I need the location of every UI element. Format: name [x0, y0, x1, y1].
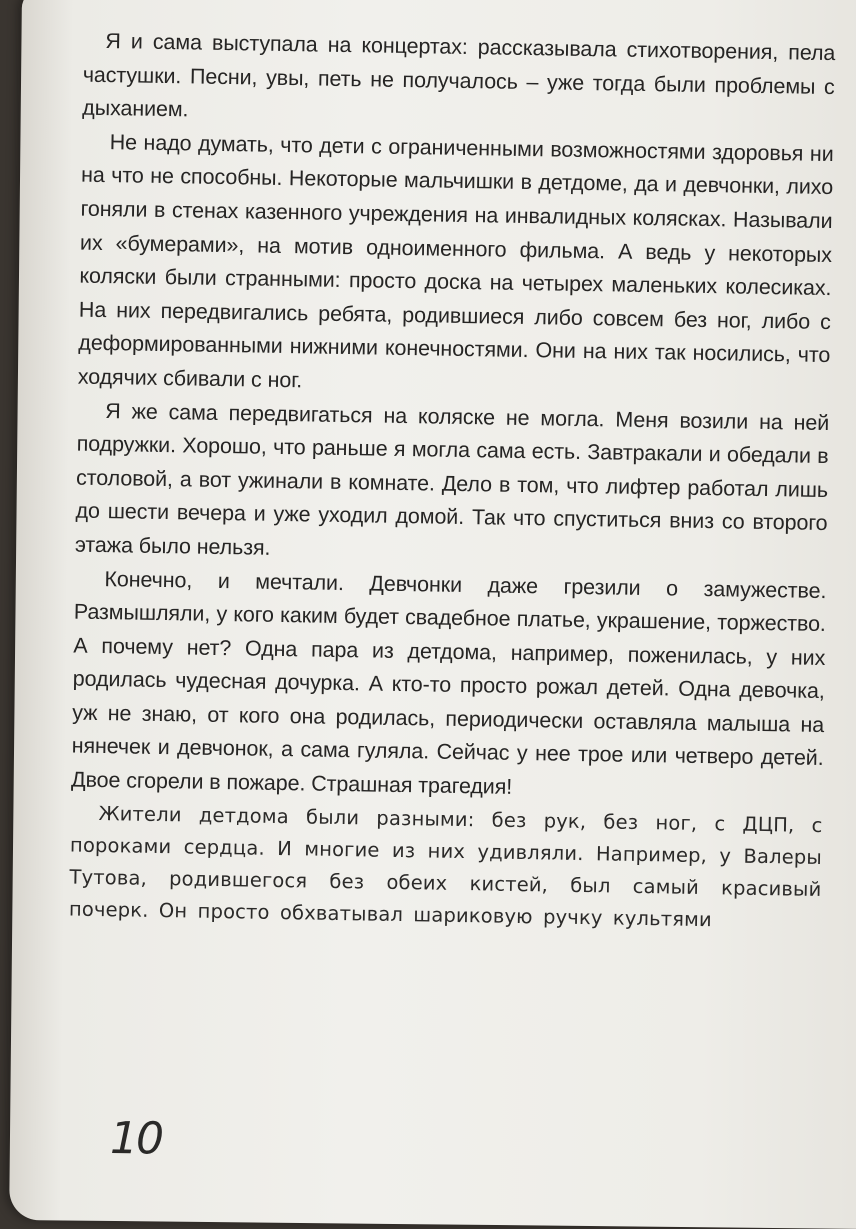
- book-page: [9, 0, 856, 1229]
- paragraph-residents: Жители детдома были разными: без рук, без ног, с ДЦП, с пороками сердца. И многие из них удивляли. Например, у Валеры Тутова, родившегося без обеих кистей, был самый красивый почерк. Он просто обхватывал шариковую ручку культями: [68, 801, 823, 931]
- page-number: 10: [109, 1112, 163, 1165]
- paragraph-abilities: Не надо думать, что дети с ограниченными возможностями здоровья ни на что не способны. Некоторые мальчишки в детдоме, да и девчонки, лихо гоняли в стенах казенного учреждения на инвалидных колясках. Называли их «бумерами», на мотив одноименного фильма. А ведь у некоторых коляски были странными: просто доска на четырех маленьких колесиках. На них передвигались ребята, родившиеся либо совсем без ног, либо с деформированными нижними конечностями. Они на них так носились, что ходячих сбивали с ног.: [77, 129, 834, 393]
- paragraph-wheelchair: Я же сама передвигаться на коляске не могла. Меня возили на ней подружки. Хорошо, что раньше я могла сама есть. Завтракали и обедали в столовой, а вот ужинали в комнате. Дело в том, что лифтер работал лишь до шести вечера и уже уходил домой. Так что спуститься вниз со второго этажа было нельзя.: [74, 398, 830, 560]
- paragraph-concerts: Я и сама выступала на концертах: рассказывала стихотворения, пела частушки. Песни, увы, петь не получалось – уже тогда были проблемы с дыханием.: [82, 29, 836, 122]
- page-text: [69, 25, 836, 938]
- paragraph-dreams: Конечно, и мечтали. Девчонки даже грезили о замужестве. Размышляли, у кого каким будет свадебное платье, украшение, торжество. А почему нет? Одна пара из детдома, например, поженилась, у них родилась чудесная дочурка. А кто-то просто рожал детей. Одна девочка, уж не знаю, от кого она родилась, периодически оставляла малыша на нянечек и девчонок, а сама гуляла. Сейчас у нее трое или четверо детей. Двое сгорели в пожаре. Страшная трагедия!: [70, 566, 827, 799]
